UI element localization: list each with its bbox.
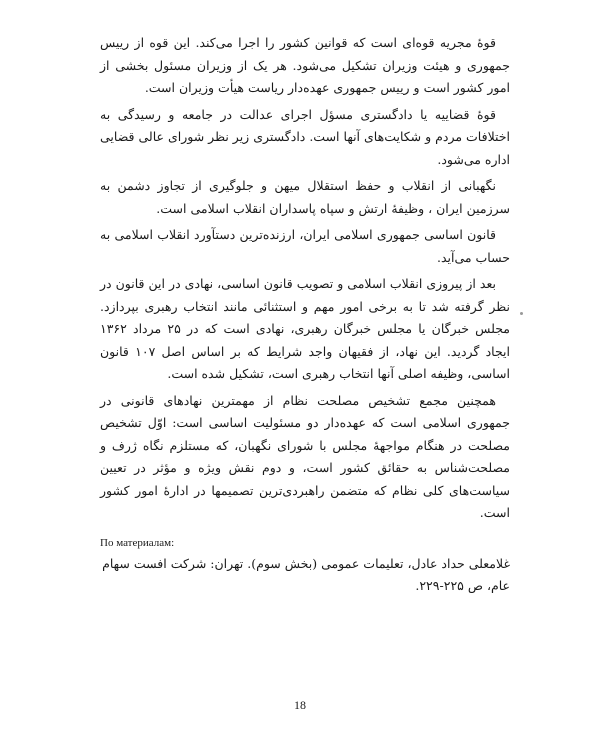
paragraph-assembly-of-experts: بعد از پیروزی انقلاب اسلامی و تصویب قانون اساسی، نهادی در این قانون در نظر گرفته شد تا به برخی امور مهم و استثنائی مانند انتخاب رهبری بپردازد. مجلس خبرگان یا مجلس خبرگان رهبری، نهادی است که در ۲۵ مرداد ۱۳۶۲ ایجاد گردید. این نهاد، از فقیهان واجد شرایط که بر اساس اصل ۱۰۷ قانون اساسی، وظیفه اصلی آنها انتخاب رهبری است، تشکیل شده است. (100, 276, 510, 381)
scan-dot (520, 312, 523, 315)
page-number: 18 (294, 698, 306, 712)
paragraph-expediency-council: همچنین مجمع تشخیص مصلحت نظام از مهمترین نهادهای قانونی در جمهوری اسلامی است که عهده‌دار دو مسئولیت اساسی است: اوّل تشخیص مصلحت در هنگام مواجههٔ مجلس با شورای نگهبان، که مستلزم نگاه ژرف و مصلحت‌شناس به حقائق کشور است، و دوم نقش ویژه و مؤثر در تعیین سیاست‌های کلی نظام که متضمن راهبردی‌ترین تصمیمها در ادارهٔ امور کشور است. (100, 392, 510, 520)
paragraph-judiciary: قوهٔ قضاییه یا دادگستری مسؤل اجرای عدالت در جامعه و رسیدگی به اختلافات مردم و شکایت‌های آنها است. دادگستری زیر نظر شورای عالی قضایی اداره می‌شود. (100, 106, 510, 167)
paragraph-executive-branch: قوهٔ مجریه قوه‌ای است که قوانین کشور را اجرا می‌کند. این قوه از رییس جمهوری و هیئت وزیران تشکیل می‌شود. هر یک از وزیران مسئول بخشی از امور کشور است و رییس جمهوری عهده‌دار ریاست هیأت وزیران است. (100, 35, 510, 95)
paragraph-constitution: قانون اساسی جمهوری اسلامی ایران، ارزنده‌ترین دستآورد انقلاب اسلامی به حساب می‌آید. (100, 227, 510, 265)
source-heading: По материалам: (100, 536, 175, 549)
document-page (100, 32, 510, 652)
bibliographic-reference: غلامعلی حداد عادل، تعلیمات عمومی (بخش سوم). تهران: شرکت افست سهام عام، ص ۲۲۵-۲۲۹. (102, 555, 510, 593)
paragraph-armed-forces: نگهبانی از انقلاب و حفظ استقلال میهن و جلوگیری از تجاوز دشمن به سرزمین ایران ، وظیفهٔ ارتش و سپاه پاسداران انقلاب اسلامی است. (100, 178, 510, 216)
